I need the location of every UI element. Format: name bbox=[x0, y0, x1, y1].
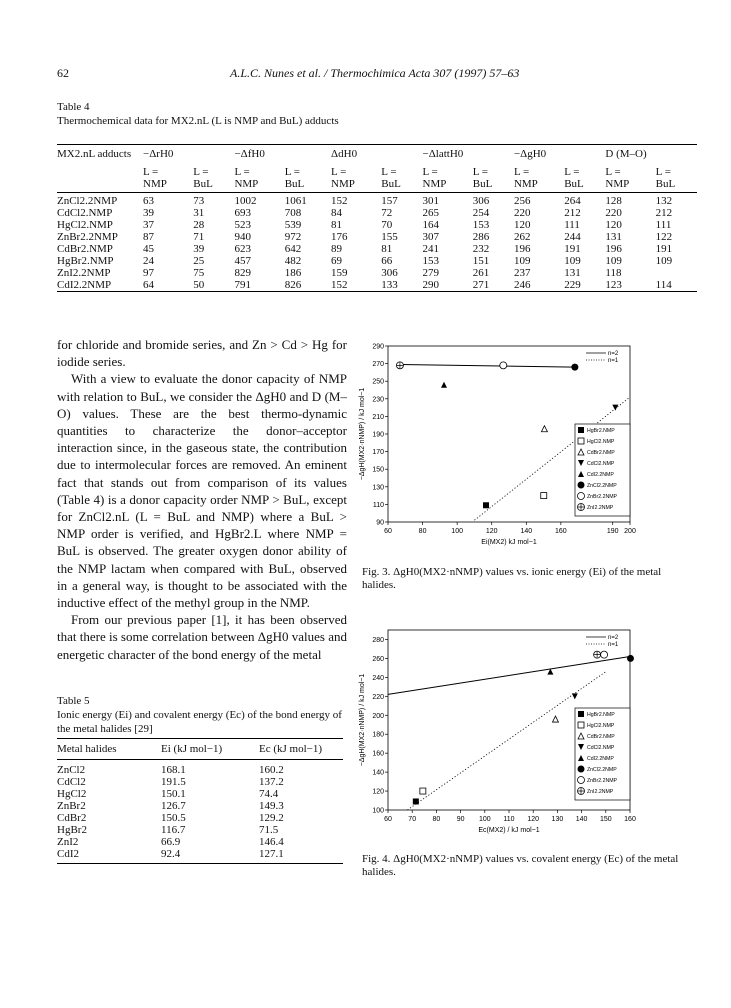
table4-head-5: −ΔgH0 bbox=[514, 145, 605, 161]
legend-entry: CdBr2.NMP bbox=[587, 734, 615, 740]
table4-cell: 109 bbox=[564, 255, 581, 267]
table5-cell: 116.7 bbox=[161, 824, 186, 836]
table5-cell: CdCl2 bbox=[57, 776, 86, 788]
y-tick-label: 130 bbox=[372, 484, 384, 492]
table5-cell: 146.4 bbox=[259, 836, 284, 848]
table4-sub-label: NMP bbox=[331, 178, 381, 193]
table4-cell: 66 bbox=[381, 255, 393, 267]
table4-sub-label: NMP bbox=[143, 178, 193, 193]
paragraph-1: for chloride and bromide series, and Zn > Cd > Hg for iodide series. bbox=[57, 337, 347, 370]
point-marker bbox=[578, 482, 585, 489]
table4-cell: 523 bbox=[234, 219, 251, 231]
table4-sub-label: BuL bbox=[285, 178, 331, 193]
table4-sub-top: L = bbox=[234, 166, 250, 178]
table4-row bbox=[57, 243, 697, 255]
x-tick-label: 200 bbox=[624, 528, 636, 535]
table4-sub-label: BuL bbox=[381, 178, 422, 193]
point-marker bbox=[578, 493, 585, 500]
table4-cell: 829 bbox=[234, 267, 251, 279]
table4-cell: 279 bbox=[422, 267, 439, 279]
x-axis-label: Ec(MX2) / kJ mol−1 bbox=[478, 827, 540, 834]
y-tick-label: 110 bbox=[372, 501, 384, 509]
point-marker bbox=[578, 722, 584, 728]
table4-cell: 246 bbox=[514, 279, 564, 292]
table4-cell: 708 bbox=[284, 207, 302, 219]
point-marker bbox=[500, 362, 507, 369]
legend-label-n1: n=1 bbox=[608, 358, 619, 364]
table4-head-3: ΔdH0 bbox=[331, 145, 422, 161]
table4-cell: 826 bbox=[285, 279, 331, 292]
table5-cell: 137.2 bbox=[259, 776, 284, 788]
table4-sub-label: NMP bbox=[514, 178, 564, 193]
x-tick-label: 110 bbox=[503, 816, 515, 823]
table4-cell: 457 bbox=[234, 255, 251, 267]
point-marker bbox=[578, 777, 585, 784]
table4-cell: 791 bbox=[234, 279, 284, 292]
table4-cell: 37 bbox=[143, 219, 154, 231]
table4-cell: 81 bbox=[331, 219, 343, 231]
table4-cell: 69 bbox=[331, 255, 343, 267]
legend-entry: CdBr2.NMP bbox=[587, 450, 615, 456]
point-marker bbox=[441, 382, 447, 388]
x-tick-label: 60 bbox=[384, 816, 392, 823]
table4-row bbox=[57, 207, 697, 219]
table4-cell: 39 bbox=[143, 207, 154, 219]
table4-cell: 31 bbox=[193, 207, 205, 219]
table4-cell: 25 bbox=[193, 255, 205, 267]
figure-3 bbox=[360, 340, 700, 555]
table4-cell: 261 bbox=[472, 267, 490, 279]
table4-cell: 256 bbox=[513, 195, 531, 207]
x-tick-label: 130 bbox=[551, 816, 564, 823]
x-tick-label: 70 bbox=[408, 816, 417, 823]
table5-head-1: Ei (kJ mol−1) bbox=[161, 739, 259, 760]
table4-sub-row-1 bbox=[57, 160, 697, 178]
table5-cell: 150.1 bbox=[161, 788, 186, 800]
table4-cell: 254 bbox=[472, 207, 490, 219]
table5-row bbox=[57, 848, 343, 864]
table4-cell: 87 bbox=[143, 231, 154, 243]
paragraph-3: From our previous paper [1], it has been observed that there is some correlation between ΔgH0 values and energetic character of the bond energy of the metal bbox=[57, 612, 347, 662]
table5-row bbox=[57, 812, 343, 824]
table4-head-0: MX2.nL adducts bbox=[57, 145, 143, 161]
table4-cell: 212 bbox=[655, 207, 673, 219]
y-tick-label: 160 bbox=[372, 750, 384, 758]
table4-sub-label: NMP bbox=[234, 178, 284, 193]
series-line-n2 bbox=[388, 657, 630, 695]
legend-entry: ZnBr2.2NMP bbox=[587, 494, 617, 500]
table4-sub-top: L = bbox=[513, 166, 530, 178]
table4-cell: 301 bbox=[422, 195, 439, 207]
legend-entry: HgCl2.NMP bbox=[587, 439, 615, 445]
x-tick-label: 120 bbox=[527, 816, 540, 823]
table4-cell: ZnI2.2NMP bbox=[57, 267, 111, 279]
table5-cell: ZnI2 bbox=[57, 836, 79, 848]
legend-entry: HgBr2.NMP bbox=[587, 712, 615, 718]
table4-sub-label: BuL bbox=[193, 178, 234, 193]
table4-cell: 131 bbox=[564, 267, 581, 279]
table4-cell: 114 bbox=[656, 279, 697, 292]
table5-cell: 71.5 bbox=[259, 824, 279, 836]
legend-entry: CdI2.2NMP bbox=[587, 756, 614, 762]
y-tick-label: 210 bbox=[372, 413, 384, 421]
table5-cell: 160.2 bbox=[259, 764, 284, 776]
table4-cell: 89 bbox=[331, 243, 343, 255]
table4-cell: CdI2.2NMP bbox=[57, 279, 143, 292]
y-axis-label: −ΔgH(MX2·nNMP) / kJ mol−1 bbox=[359, 673, 366, 767]
table5-cell: 129.2 bbox=[259, 812, 284, 824]
table4-sub-label: BuL bbox=[473, 178, 514, 193]
x-tick-label: 150 bbox=[599, 816, 612, 823]
table4-cell: 72 bbox=[381, 207, 393, 219]
table4-cell: 153 bbox=[472, 219, 490, 231]
x-axis-label: Ei(MX2) kJ mol−1 bbox=[481, 539, 537, 546]
y-tick-label: 280 bbox=[372, 636, 384, 644]
table5-cell: HgBr2 bbox=[57, 824, 87, 836]
x-tick-label: 80 bbox=[418, 528, 427, 535]
table4-sub-top: L = bbox=[193, 166, 209, 178]
table5-caption: Ionic energy (Ei) and covalent energy (Ec) of the bond energy of the metal halides [29] bbox=[57, 709, 342, 735]
table5-cell: CdI2 bbox=[57, 848, 161, 864]
table4-cell: 212 bbox=[564, 207, 581, 219]
point-marker bbox=[483, 502, 489, 508]
table4-row bbox=[57, 231, 697, 243]
table4-sub-top: L = bbox=[655, 166, 671, 178]
table4-cell: 122 bbox=[655, 231, 673, 243]
x-tick-label: 140 bbox=[520, 528, 533, 535]
table5-row bbox=[57, 824, 343, 836]
table4-cell: 64 bbox=[143, 279, 193, 292]
table4-label: Table 4 bbox=[57, 101, 90, 113]
table4-cell: 97 bbox=[143, 267, 154, 279]
y-tick-label: 290 bbox=[372, 343, 384, 351]
legend-entry: HgCl2.NMP bbox=[587, 723, 615, 729]
table4-cell: 196 bbox=[605, 243, 622, 255]
table4-cell: 241 bbox=[422, 243, 439, 255]
table5-cell: CdBr2 bbox=[57, 812, 87, 824]
table4-cell: 693 bbox=[234, 207, 251, 219]
y-tick-label: 220 bbox=[372, 693, 384, 701]
table4-cell: 111 bbox=[655, 219, 672, 231]
point-marker bbox=[571, 364, 578, 371]
table5-cell: ZnBr2 bbox=[57, 800, 86, 812]
running-head: A.L.C. Nunes et al. / Thermochimica Acta 307 (1997) 57–63 bbox=[230, 66, 520, 80]
table4-cell: 232 bbox=[472, 243, 490, 255]
x-tick-label: 100 bbox=[478, 816, 491, 823]
y-tick-label: 90 bbox=[376, 519, 384, 527]
table4-cell: 152 bbox=[331, 279, 381, 292]
table4-cell: 237 bbox=[513, 267, 531, 279]
table4-cell: 1002 bbox=[234, 195, 257, 207]
table4-cell: 262 bbox=[513, 231, 531, 243]
point-marker bbox=[420, 788, 426, 794]
table4-cell: 131 bbox=[605, 231, 622, 243]
table4-cell: 271 bbox=[473, 279, 514, 292]
table4-cell: 73 bbox=[193, 195, 205, 207]
legend-entry: ZnI2.2NMP bbox=[587, 505, 614, 511]
table4-sub-top: L = bbox=[422, 166, 438, 178]
table4-head-6: D (M–O) bbox=[605, 145, 697, 161]
point-marker bbox=[578, 711, 584, 717]
table4-cell: 186 bbox=[284, 267, 302, 279]
table4-cell: 229 bbox=[564, 279, 605, 292]
table5-head-row bbox=[57, 739, 343, 760]
y-tick-label: 170 bbox=[372, 449, 384, 457]
y-axis-label: −ΔgH(MX2·nNMP) / kJ mol−1 bbox=[359, 387, 366, 481]
table5-head-2: Ec (kJ mol−1) bbox=[259, 739, 343, 760]
table5-cell: 66.9 bbox=[161, 836, 181, 848]
point-marker bbox=[578, 766, 585, 773]
y-tick-label: 200 bbox=[372, 712, 384, 720]
table5-row bbox=[57, 776, 343, 788]
table5-cell: 191.5 bbox=[161, 776, 186, 788]
table4-cell: 109 bbox=[655, 255, 673, 267]
table5-cell: 149.3 bbox=[259, 800, 284, 812]
table4-cell: 70 bbox=[381, 219, 393, 231]
y-tick-label: 120 bbox=[372, 788, 384, 796]
point-marker bbox=[612, 405, 618, 411]
point-marker bbox=[541, 493, 547, 499]
y-tick-label: 150 bbox=[372, 466, 384, 474]
x-tick-label: 120 bbox=[485, 528, 498, 535]
legend-entry: ZnI2.2NMP bbox=[587, 789, 614, 795]
table4-row bbox=[57, 255, 697, 267]
table4-cell: 307 bbox=[422, 231, 439, 243]
table4-cell: 120 bbox=[605, 219, 622, 231]
table4-sub-top: L = bbox=[331, 166, 347, 178]
table4-cell: ZnCl2.2NMP bbox=[57, 195, 118, 207]
table4-cell: 24 bbox=[143, 255, 154, 267]
x-tick-label: 160 bbox=[624, 816, 636, 823]
table4-cell: 71 bbox=[193, 231, 205, 243]
y-tick-label: 250 bbox=[372, 378, 384, 386]
point-marker bbox=[578, 427, 584, 433]
table4-row bbox=[57, 193, 697, 208]
table4-sub-label: BuL bbox=[564, 178, 605, 193]
table4-sub-label: BuL bbox=[656, 178, 697, 193]
point-marker bbox=[413, 798, 419, 804]
table5-head-0: Metal halides bbox=[57, 739, 161, 760]
point-marker bbox=[601, 651, 608, 658]
table4-row bbox=[57, 219, 697, 231]
table4-cell: 623 bbox=[234, 243, 251, 255]
point-marker bbox=[552, 716, 558, 722]
table5-cell: 92.4 bbox=[161, 848, 259, 864]
table4-cell: 265 bbox=[422, 207, 439, 219]
table4-cell: 155 bbox=[381, 231, 398, 243]
table4-cell: ZnBr2.2NMP bbox=[57, 231, 118, 243]
table4-cell: 940 bbox=[234, 231, 251, 243]
table4-cell: 306 bbox=[472, 195, 490, 207]
table4-cell: 176 bbox=[331, 231, 348, 243]
table4-cell: 75 bbox=[193, 267, 205, 279]
x-tick-label: 140 bbox=[575, 816, 588, 823]
table4-cell bbox=[656, 267, 697, 279]
y-tick-label: 100 bbox=[372, 807, 384, 815]
table5-row bbox=[57, 800, 343, 812]
table4-cell: 84 bbox=[331, 207, 343, 219]
table4-cell: 153 bbox=[422, 255, 439, 267]
legend-entry: HgBr2.NMP bbox=[587, 428, 615, 434]
table4-cell: 244 bbox=[564, 231, 581, 243]
figure-3-caption: Fig. 3. ΔgH0(MX2·nNMP) values vs. ionic energy (Ei) of the metal halides. bbox=[362, 566, 662, 591]
table4-sub-top: L = bbox=[472, 166, 488, 178]
x-tick-label: 60 bbox=[384, 528, 392, 535]
table4-cell: 133 bbox=[381, 279, 422, 292]
legend-entry: ZnCl2.2NMP bbox=[587, 483, 617, 489]
legend-entry: CdI2.2NMP bbox=[587, 472, 614, 478]
table4-caption: Thermochemical data for MX2.nL (L is NMP and BuL) adducts bbox=[57, 115, 339, 127]
table4-sub-top: L = bbox=[564, 166, 580, 178]
legend-entry: CdCl2.NMP bbox=[587, 745, 615, 751]
table4-cell: 539 bbox=[284, 219, 302, 231]
table4-cell: CdBr2.NMP bbox=[57, 243, 113, 255]
point-marker bbox=[578, 438, 584, 444]
y-tick-label: 240 bbox=[372, 674, 384, 682]
table4-cell: 290 bbox=[423, 279, 473, 292]
table4-cell: CdCl2.NMP bbox=[57, 207, 113, 219]
table4-sub-label: NMP bbox=[605, 178, 655, 193]
legend-entry: ZnCl2.2NMP bbox=[587, 767, 617, 773]
table4-cell: 81 bbox=[381, 243, 393, 255]
table5-cell: 126.7 bbox=[161, 800, 186, 812]
table4-cell: 118 bbox=[605, 267, 622, 279]
table4-sub-top: L = bbox=[143, 166, 159, 178]
table4-cell: 120 bbox=[513, 219, 531, 231]
legend-label-n2: n=2 bbox=[608, 635, 619, 641]
table4-cell: 220 bbox=[513, 207, 531, 219]
table5-cell: 127.1 bbox=[259, 848, 343, 864]
point-marker bbox=[627, 655, 634, 662]
legend-label-n1: n=1 bbox=[608, 642, 619, 648]
table4-cell: HgBr2.NMP bbox=[57, 255, 114, 267]
table4-cell: 157 bbox=[381, 195, 398, 207]
table4-cell: 109 bbox=[513, 255, 531, 267]
table4-cell: HgCl2.NMP bbox=[57, 219, 113, 231]
y-tick-label: 180 bbox=[372, 731, 384, 739]
table4-cell: 28 bbox=[193, 219, 205, 231]
table4-cell: 220 bbox=[605, 207, 622, 219]
table4-cell: 286 bbox=[472, 231, 490, 243]
table4-sub-top: L = bbox=[284, 166, 300, 178]
x-tick-label: 80 bbox=[432, 816, 441, 823]
table4-cell: 123 bbox=[605, 279, 655, 292]
table5-cell: 150.5 bbox=[161, 812, 186, 824]
table4-cell: 63 bbox=[143, 195, 154, 207]
x-tick-label: 190 bbox=[606, 528, 619, 535]
legend-label-n2: n=2 bbox=[608, 351, 619, 357]
table5-row bbox=[57, 760, 343, 777]
table5-cell: 74.4 bbox=[259, 788, 279, 800]
figure-4 bbox=[360, 620, 700, 840]
table4-head-4: −ΔlattH0 bbox=[423, 145, 514, 161]
table4-cell: 159 bbox=[331, 267, 348, 279]
table4-row bbox=[57, 267, 697, 279]
table4-cell: 191 bbox=[564, 243, 581, 255]
table4-row bbox=[57, 279, 697, 292]
table4-cell: 111 bbox=[564, 219, 580, 231]
table4-cell: 45 bbox=[143, 243, 154, 255]
paragraph-2: With a view to evaluate the donor capacity of NMP with relation to BuL, we consider the ΔgH0 and D (M–O) values. These are the best thermo-dynamic quantities to characterize the donor–acceptor interaction since, in the gaseous state, the contribution due to intermolecular forces are removed. An eminent fact that stands out from comparison of its values (Table 4) is a donor capacity order NMP > BuL, except for ZnCl2.nL (L = BuL and NMP) where a BuL > NMP order is verified, and HgBr2.L where NMP = BuL is observed. The greater oxygen donor ability of the NMP lactam when compared with BuL, observed in a general way, is thought to be associated with the inductive effect of the methyl group in the NMP. bbox=[57, 371, 347, 611]
table4-cell: 109 bbox=[605, 255, 622, 267]
table5-cell: 168.1 bbox=[161, 764, 186, 776]
table4-sub-top: L = bbox=[605, 166, 621, 178]
table4-head-row bbox=[57, 145, 697, 161]
body-text bbox=[57, 336, 347, 663]
table5 bbox=[57, 738, 343, 864]
x-tick-label: 100 bbox=[451, 528, 463, 535]
table4-cell: 39 bbox=[193, 243, 205, 255]
table4 bbox=[57, 144, 697, 292]
table4-cell: 191 bbox=[655, 243, 673, 255]
table4-cell: 482 bbox=[284, 255, 302, 267]
table4-cell: 264 bbox=[564, 195, 581, 207]
legend-entry: CdCl2.NMP bbox=[587, 461, 615, 467]
table4-cell: 642 bbox=[284, 243, 302, 255]
table5-row bbox=[57, 788, 343, 800]
y-tick-label: 140 bbox=[372, 769, 384, 777]
table5-row bbox=[57, 836, 343, 848]
legend-entry: ZnBr2.2NMP bbox=[587, 778, 617, 784]
series-line-n2 bbox=[400, 364, 575, 367]
x-tick-label: 160 bbox=[555, 528, 567, 535]
table4-sub-top: L = bbox=[381, 166, 397, 178]
point-marker bbox=[572, 693, 578, 699]
table4-head-1: −ΔrH0 bbox=[143, 145, 234, 161]
table4-cell: 196 bbox=[513, 243, 531, 255]
table4-cell: 972 bbox=[284, 231, 302, 243]
table4-cell: 132 bbox=[655, 195, 673, 207]
x-tick-label: 90 bbox=[456, 816, 465, 823]
table4-cell: 152 bbox=[331, 195, 348, 207]
table4-head-2: −ΔfH0 bbox=[234, 145, 331, 161]
table5-cell: HgCl2 bbox=[57, 788, 87, 800]
point-marker bbox=[541, 426, 547, 432]
table4-cell: 164 bbox=[422, 219, 439, 231]
y-tick-label: 230 bbox=[372, 396, 384, 404]
table4-cell: 128 bbox=[605, 195, 622, 207]
page-number: 62 bbox=[57, 66, 69, 80]
figure-4-caption: Fig. 4. ΔgH0(MX2·nNMP) values vs. covalent energy (Ec) of the metal halides. bbox=[362, 853, 679, 878]
table4-sub-row-2 bbox=[57, 178, 697, 193]
y-tick-label: 260 bbox=[372, 655, 384, 663]
table4-cell: 151 bbox=[472, 255, 490, 267]
table4-sub-label: NMP bbox=[423, 178, 473, 193]
table5-cell: ZnCl2 bbox=[57, 764, 86, 776]
y-tick-label: 190 bbox=[372, 431, 384, 439]
table5-label: Table 5 bbox=[57, 695, 90, 707]
table4-cell: 50 bbox=[193, 279, 234, 292]
y-tick-label: 270 bbox=[372, 361, 384, 369]
table4-cell: 306 bbox=[381, 267, 398, 279]
table4-cell: 1061 bbox=[284, 195, 307, 207]
